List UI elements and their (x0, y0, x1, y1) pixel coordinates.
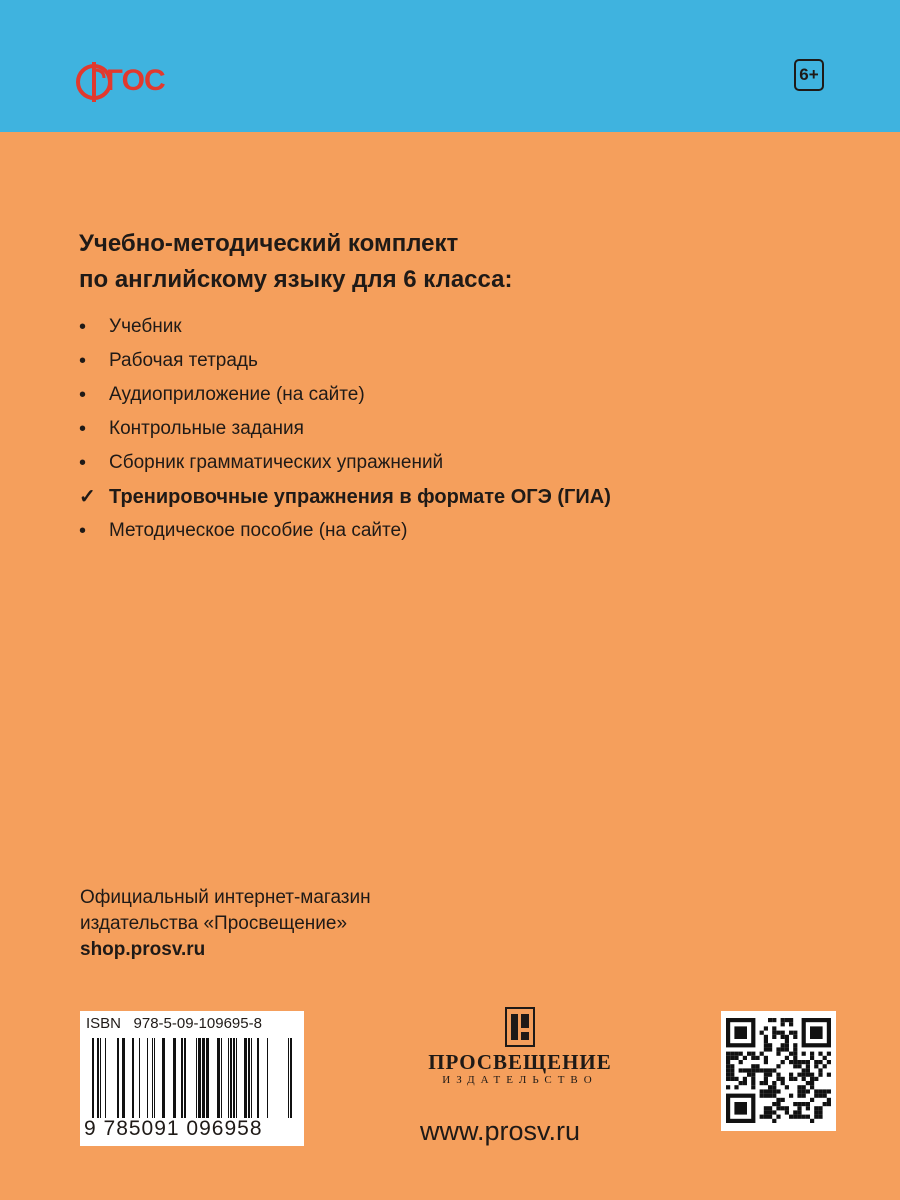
shop-url: shop.prosv.ru (80, 939, 206, 960)
shop-info (80, 885, 371, 963)
bullet-icon: • (79, 418, 87, 440)
kit-item-label: Контрольные задания (109, 418, 304, 439)
kit-item-teacher-guide (79, 514, 839, 548)
kit-item-label: Методическое пособие (на сайте) (109, 520, 408, 541)
age-rating-badge: 6+ (794, 59, 824, 91)
kit-item-label: Учебник (109, 316, 182, 337)
fgos-logo (74, 58, 184, 108)
shop-line-1: Официальный интернет-магазин (80, 887, 371, 908)
kit-item-grammar (79, 446, 839, 480)
publisher-subtitle: ИЗДАТЕЛЬСТВО (442, 1074, 598, 1086)
isbn-label: ISBN 978-5-09-109695-8 (86, 1015, 262, 1032)
kit-items-list (79, 310, 839, 548)
kit-item-label: Аудиоприложение (на сайте) (109, 384, 365, 405)
qr-code-icon (721, 1011, 836, 1131)
kit-title-line-2: по английскому языку для 6 класса: (79, 266, 513, 293)
publisher-name: ПРОСВЕЩЕНИЕ (428, 1050, 612, 1074)
shop-line-2: издательства «Просвещение» (80, 913, 348, 934)
publisher-logo (410, 1006, 630, 1086)
isbn-barcode-box (80, 1011, 304, 1146)
publisher-emblem-icon (503, 1006, 537, 1048)
publisher-website: www.prosv.ru (420, 1116, 581, 1146)
kit-item-audio (79, 378, 839, 412)
kit-item-workbook (79, 344, 839, 378)
checkmark-icon: ✓ (79, 486, 96, 508)
kit-title-line-1: Учебно-методический комплект (79, 230, 459, 257)
kit-item-label: Тренировочные упражнения в формате ОГЭ (ГИА) (109, 486, 611, 508)
kit-item-oge-exercises (79, 480, 839, 514)
kit-item-label: Рабочая тетрадь (109, 350, 258, 371)
bullet-icon: • (79, 520, 87, 542)
barcode-icon (90, 1038, 296, 1118)
fgos-label: ГОС (106, 64, 165, 97)
bullet-icon: • (79, 350, 87, 372)
bullet-icon: • (79, 384, 87, 406)
kit-item-label: Сборник грамматических упражнений (109, 452, 444, 473)
kit-item-textbook (79, 310, 839, 344)
kit-title (79, 226, 779, 298)
bullet-icon: • (79, 452, 87, 474)
barcode-digits: 9 785091 096958 (84, 1117, 263, 1140)
bullet-icon: • (79, 316, 87, 338)
kit-item-tests (79, 412, 839, 446)
